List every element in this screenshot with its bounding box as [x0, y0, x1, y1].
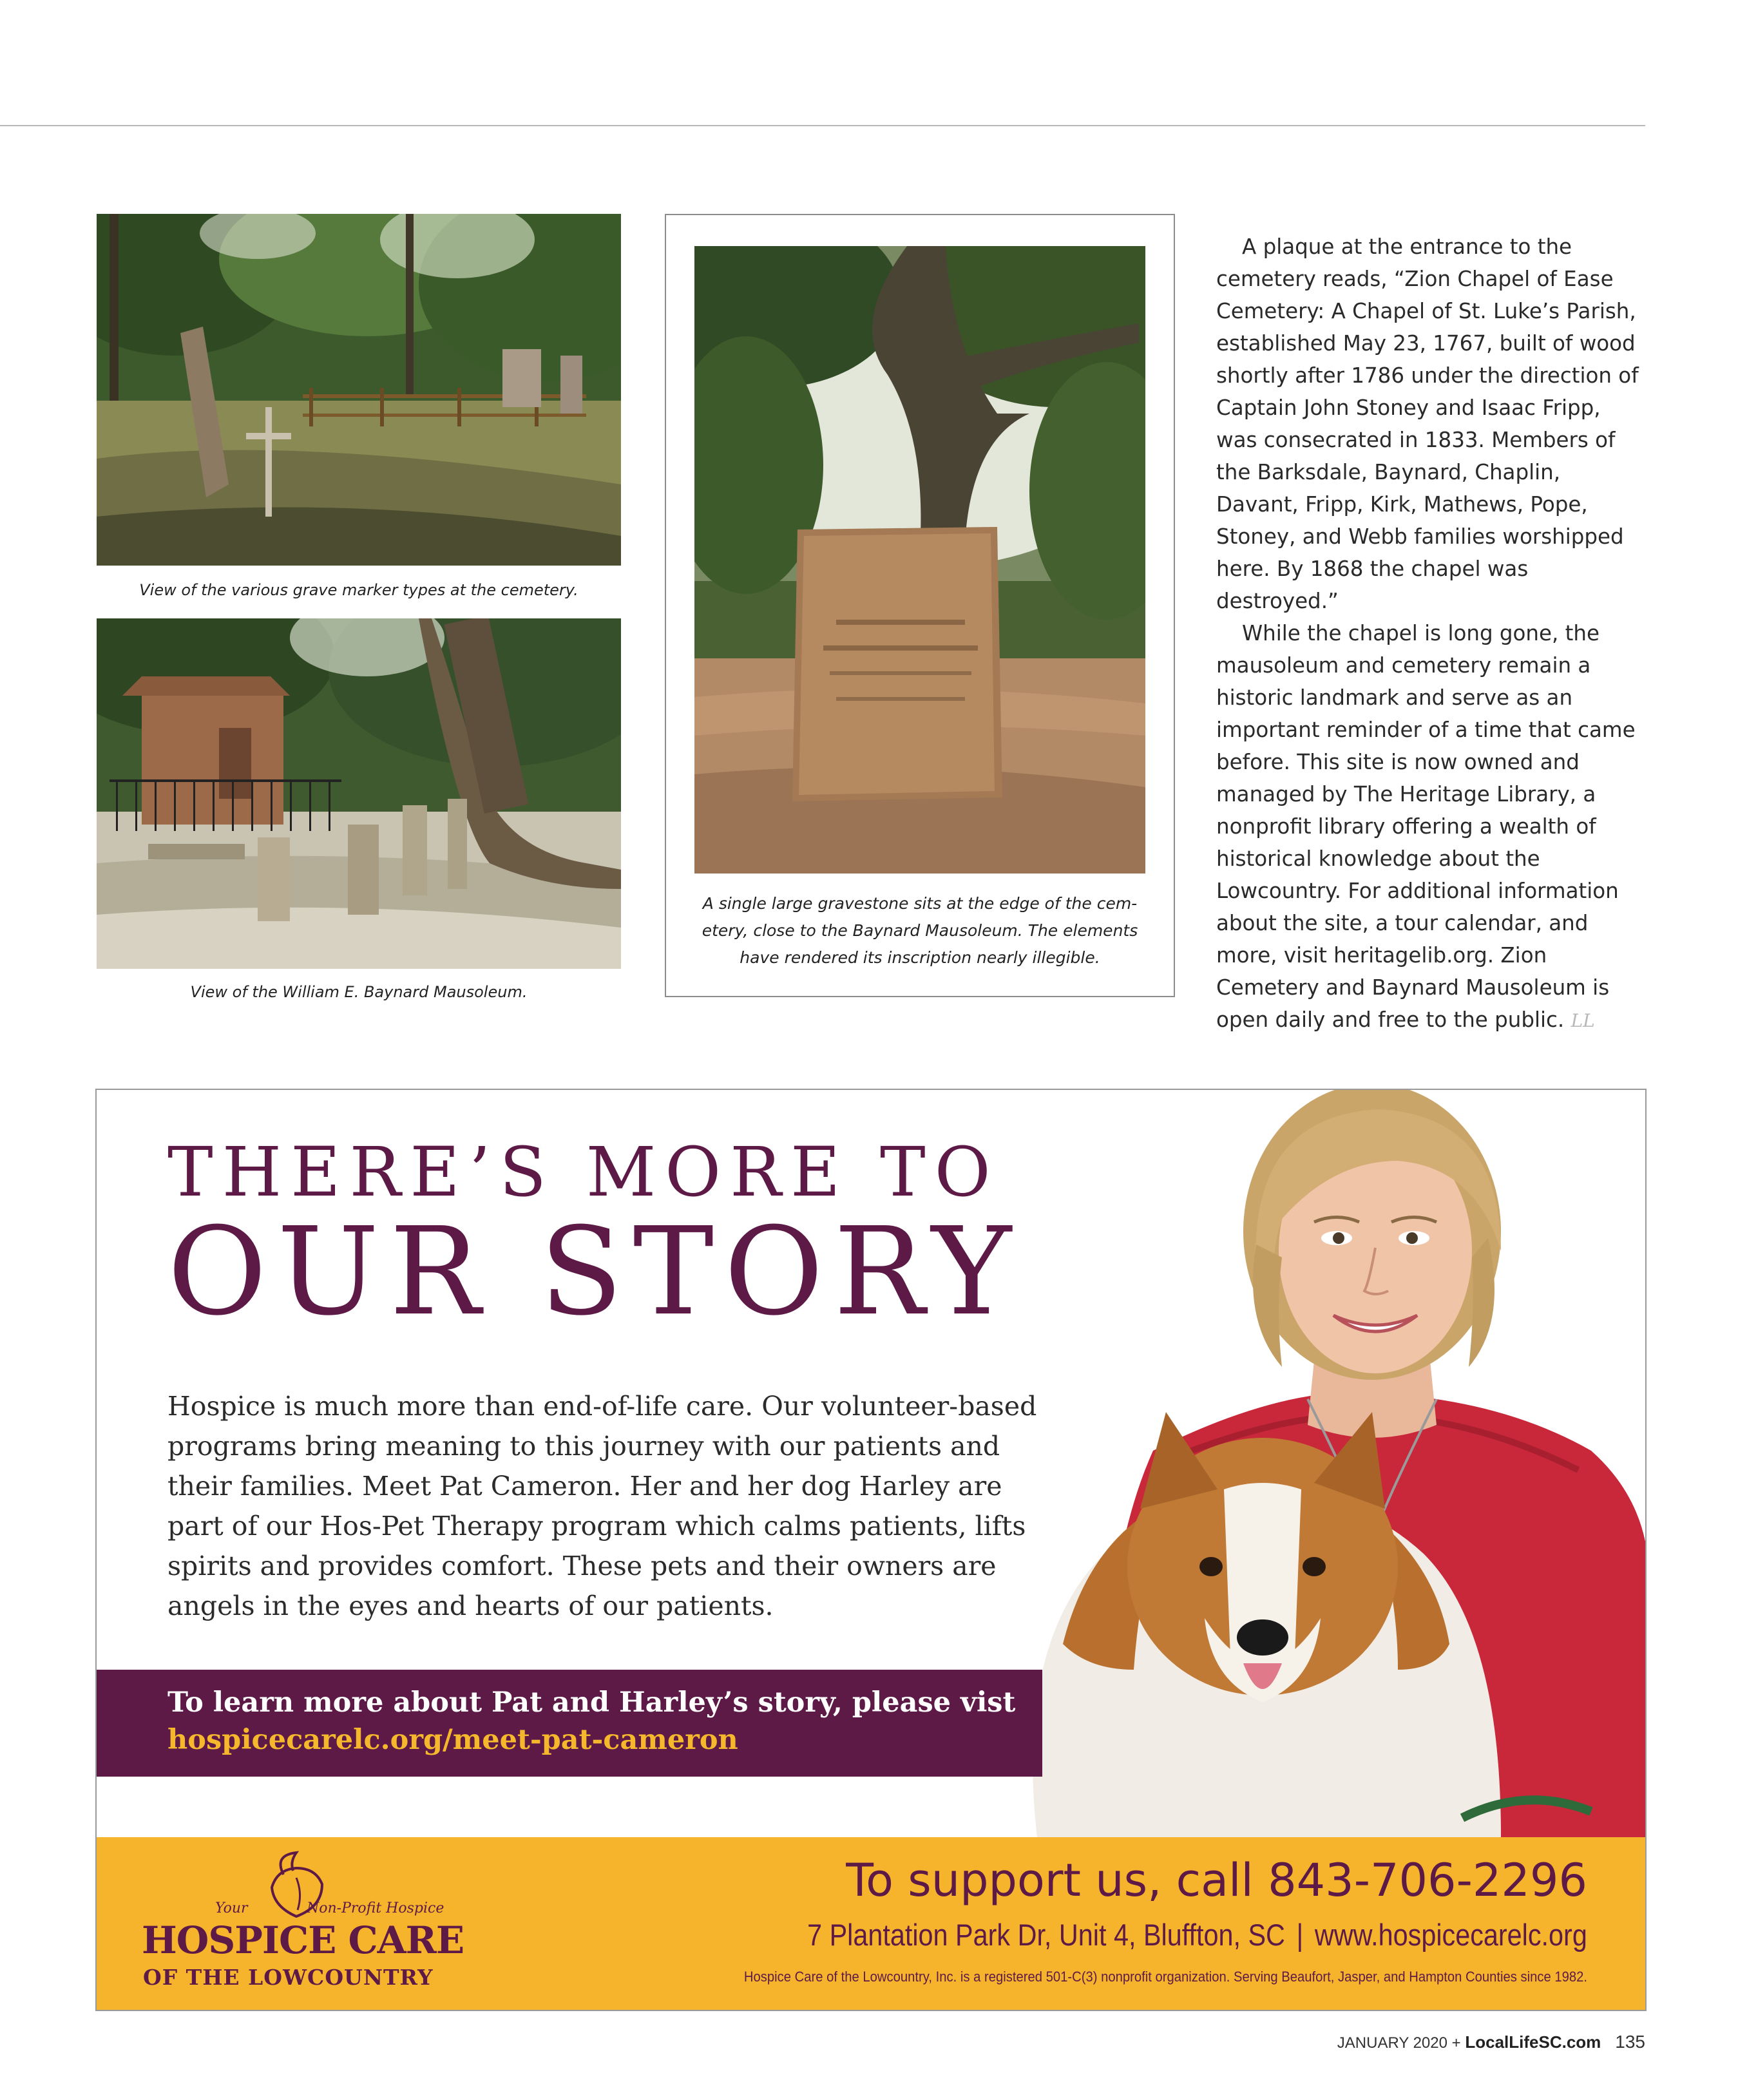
- ad-body-copy: Hospice is much more than end-of-life care. Our volunteer-based programs bring meaning to this journey with our patients and their families. Meet Pat Cameron. Her and her dog Harley are part of our Hos-Pet Therapy program which calms patients, lifts spirits and provides comfort. These pets and their owners are angels in the eyes and hearts of our patients.: [167, 1391, 1037, 1621]
- ad-cta-text: To learn more about Pat and Harley’s story, please vist: [167, 1686, 1016, 1719]
- logo-tagline-left: Your: [215, 1900, 248, 1916]
- folio-site: LocalLifeSC.com: [1465, 2032, 1601, 2052]
- hospice-care-logo: [142, 1849, 464, 1997]
- gravestone-caption: [673, 890, 1167, 971]
- gravestone-caption-line: etery, close to the Baynard Mausoleum. The elements: [702, 921, 1138, 940]
- mausoleum-photo: [97, 618, 621, 969]
- ad-headline-top: THERE’S MORE TO: [167, 1132, 1000, 1212]
- woman-and-dog-photo: [1011, 1090, 1647, 1837]
- nonprofit-note: Hospice Care of the Lowcountry, Inc. is a registered 501-C(3) nonprofit organization. Serving Beaufort, Jasper, and Hampton Counties since 1982.: [743, 1969, 1587, 1985]
- gravestone-caption-line: A single large gravestone sits at the edge of the cem-: [702, 894, 1138, 913]
- article-paragraph: [1216, 617, 1648, 1037]
- gravestone-caption-line: have rendered its inscription nearly illegible.: [740, 948, 1100, 967]
- page-number: 135: [1615, 2032, 1645, 2052]
- logo-subtitle: OF THE LOWCOUNTRY: [143, 1965, 434, 1990]
- support-phone-line: To support us, call 843-706-2296: [846, 1854, 1587, 1907]
- gravestone-photo: [694, 246, 1145, 873]
- hospice-advertisement: [95, 1089, 1647, 2011]
- ad-cta-band: [97, 1670, 1042, 1777]
- ad-headline-main: OUR STORY: [167, 1201, 1022, 1342]
- folio-issue: JANUARY 2020 +: [1337, 2034, 1461, 2052]
- article-paragraph: A plaque at the entrance to the cemetery reads, “Zion Chapel of Ease Cemetery: A Chapel of St. Luke’s Parish, established May 23, 1767, built of wood shortly after 1786 under the direction of Captain John Stoney and Isaac Fripp, was consecrated in 1833. Members of the Barksdale, Baynard, Chaplin, Davant, Fripp, Kirk, Mathews, Pope, Stoney, and Webb families worshipped here. By 1868 the chapel was destroyed.”: [1216, 234, 1639, 613]
- grave-markers-caption: View of the various grave marker types at the cemetery.: [139, 581, 578, 599]
- end-mark: LL: [1571, 1010, 1595, 1031]
- ad-cta-link[interactable]: hospicecarelc.org/meet-pat-cameron: [167, 1724, 738, 1756]
- address-line: [807, 1917, 1587, 1952]
- article-body: [1216, 231, 1648, 1037]
- article-paragraph-text: While the chapel is long gone, the mausoleum and cemetery remain a historic landmark and serve as an important reminder of a time that came before. This site is now owned and managed by The Heritage Library, a nonprofit library offering a wealth of historical knowledge about the Lowcountry. For additional information about the site, a tour calendar, and more, visit heritagelib.org. Zion Cemetery and Baynard Mausoleum is open daily and free to the public.: [1216, 621, 1636, 1032]
- ad-footer: [97, 1837, 1647, 2011]
- grave-markers-photo: [97, 214, 621, 566]
- website-link[interactable]: www.hospicecarelc.org: [1315, 1918, 1587, 1952]
- address-separator: |: [1296, 1918, 1304, 1952]
- gravestone-frame: [665, 214, 1175, 997]
- logo-tagline-right: Non-Profit Hospice: [307, 1900, 444, 1916]
- mausoleum-caption: View of the William E. Baynard Mausoleum.: [190, 983, 528, 1001]
- street-address: 7 Plantation Park Dr, Unit 4, Bluffton, SC: [807, 1918, 1286, 1952]
- logo-name: HOSPICE CARE: [142, 1918, 464, 1962]
- top-rule: [0, 125, 1645, 126]
- page-folio: [1337, 2032, 1645, 2052]
